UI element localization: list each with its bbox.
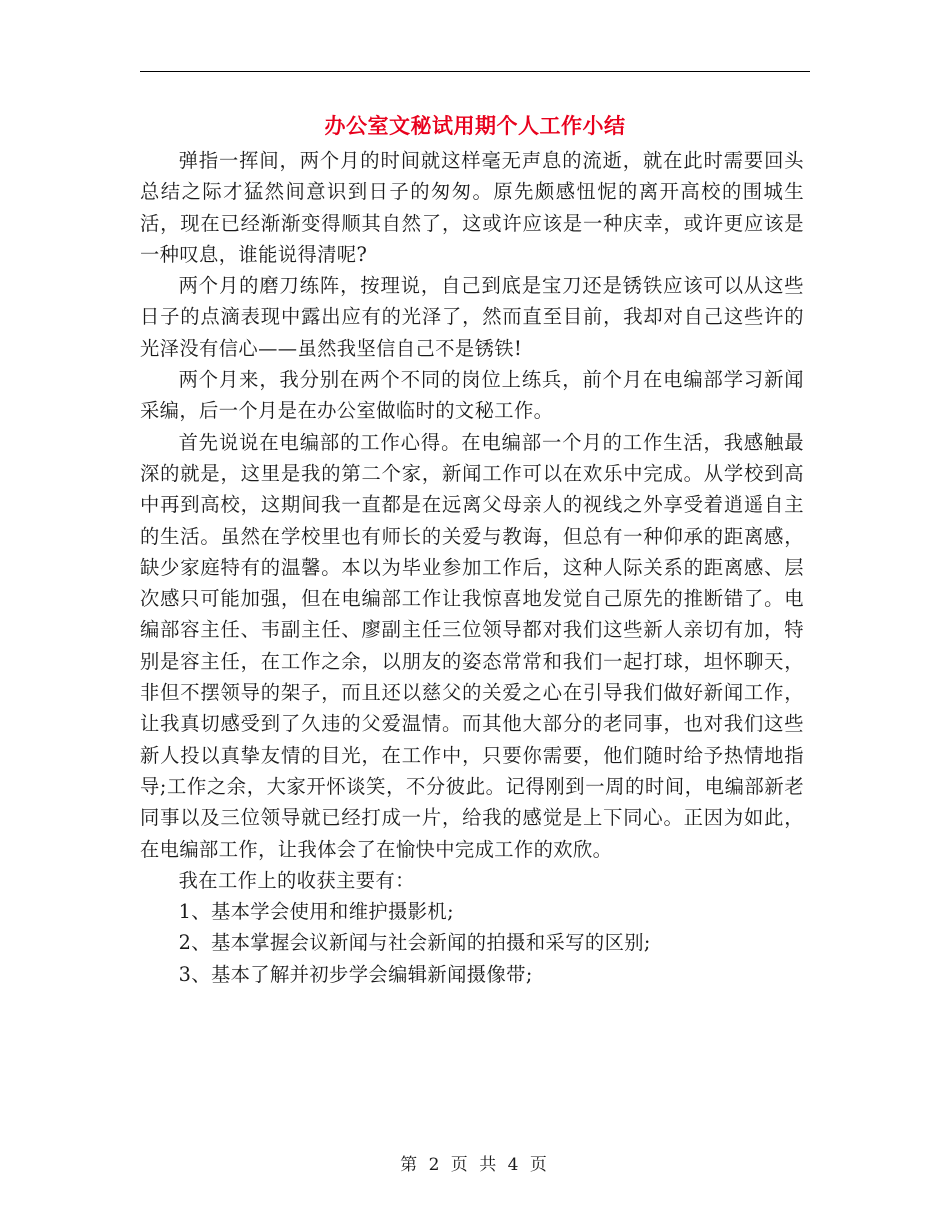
paragraph-2: 两个月的磨刀练阵，按理说，自己到底是宝刀还是锈铁应该可以从这些日子的点滴表现中露出应有的光泽了，然而直至目前，我却对自己这些许的光泽没有信心——虽然我坚信自己不是锈铁! [140, 274, 804, 360]
list-item-1: 1、基本学会使用和维护摄影机; [178, 900, 455, 924]
paragraph-5: 我在工作上的收获主要有： [178, 868, 415, 892]
paragraph-3: 两个月来，我分别在两个不同的岗位上练兵，前个月在电编部学习新闻采编，后一个月是在办公室做临时的文秘工作。 [140, 368, 804, 423]
paragraph-4: 首先说说在电编部的工作心得。在电编部一个月的工作生活，我感触最深的就是，这里是我的第二个家，新闻工作可以在欢乐中完成。从学校到高中再到高校，这期间我一直都是在远离父母亲人的视线之外享受着逍遥自主的生活。虽然在学校里也有师长的关爱与教诲，但总有一种仰承的距离感，缺少家庭特有的温馨。本以为毕业参加工作后，这种人际关系的距离感、层次感只可能加强，但在电编部工作让我惊喜地发觉自己原先的推断错了。电编部容主任、韦副主任、廖副主任三位领导都对我们这些新人亲切有加，特别是容主任，在工作之余，以朋友的姿态常常和我们一起打球，坦怀聊天，非但不摆领导的架子，而且还以慈父的关爱之心在引导我们做好新闻工作，让我真切感受到了久违的父爱温情。而其他大部分的老同事，也对我们这些新人投以真挚友情的目光，在工作中，只要你需要，他们随时给予热情地指导;工作之余，大家开怀谈笑，不分彼此。记得刚到一周的时间，电编部新老同事以及三位领导就已经打成一片，给我的感觉是上下同心。正因为如此，在电编部工作，让我体会了在愉快中完成工作的欢欣。 [140, 430, 804, 861]
paragraph-1: 弹指一挥间，两个月的时间就这样毫无声息的流逝，就在此时需要回头总结之际才猛然间意识到日子的匆匆。原先颇感忸怩的离开高校的围城生活，现在已经渐渐变得顺其自然了，这或许应该是一种庆幸，或许更应该是一种叹息，谁能说得清呢? [140, 149, 804, 266]
list-item-3: 3、基本了解并初步学会编辑新闻摄像带; [178, 962, 533, 986]
document-title: 办公室文秘试用期个人工作小结 [324, 113, 626, 138]
document-body [140, 145, 804, 990]
header-rule [140, 71, 810, 72]
page-number-footer: 第 2 页 共 4 页 [400, 1155, 550, 1175]
list-item-2: 2、基本掌握会议新闻与社会新闻的拍摄和采写的区别; [178, 931, 651, 955]
